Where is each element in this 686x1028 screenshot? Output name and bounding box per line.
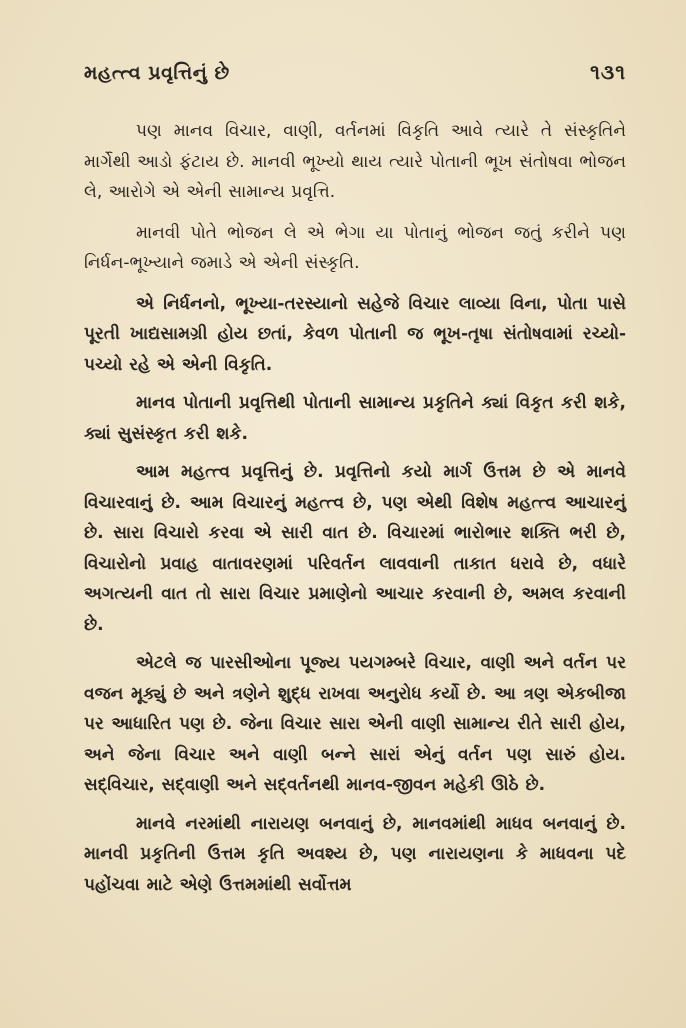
paragraph: માનવ પોતાની પ્રવૃત્તિથી પોતાની સામાન્ય પ્રકૃતિને ક્યાં વિકૃત કરી શકે, ક્યાં સુસંસ્કૃત કરી શકે. <box>84 393 626 444</box>
paragraph: માનવી પોતે ભોજન લે એ ભેગા યા પોતાનું ભોજન જતું કરીને પણ નિર્ધન-ભૂખ્યાને જમાડે એ એની સંસ્કૃતિ. <box>84 222 626 273</box>
running-title: મહત્ત્વ પ્રવૃત્તિનું છે <box>84 62 230 84</box>
page-number: ૧૩૧ <box>590 60 626 84</box>
paragraph: પણ માનવ વિચાર, વાણી, વર્તનમાં વિકૃતિ આવે ત્યારે તે સંસ્કૃતિને માર્ગેથી આડો ફંટાય છે. માનવી ભૂખ્યો થાય ત્યારે પોતાની ભૂખ સંતોષવા ભોજન લે, આરોગે એ એની સામાન્ય પ્રવૃત્તિ. <box>84 121 626 202</box>
body-text <box>84 116 626 900</box>
running-header <box>84 60 626 92</box>
paragraph: આમ મહત્ત્વ પ્રવૃત્તિનું છે. પ્રવૃત્તિનો કયો માર્ગ ઉત્તમ છે એ માનવે વિચારવાનું છે. આમ વિચારનું મહત્ત્વ છે, પણ એથી વિશેષ મહત્ત્વ આચારનું છે. સારા વિચારો કરવા એ સારી વાત છે. વિચારમાં ભારોભાર શક્તિ ભરી છે, વિચારોનો પ્રવાહ વાતાવરણમાં પરિવર્તન લાવવાની તાકાત ધરાવે છે, વધારે અગત્યની વાત તો સારા વિચાર પ્રમાણેનો આચાર કરવાની છે, અમલ કરવાની છે. <box>84 462 626 635</box>
paragraph: માનવે નરમાંથી નારાયણ બનવાનું છે, માનવમાંથી માધવ બનવાનું છે. માનવી પ્રકૃતિની ઉત્તમ કૃતિ અવશ્ય છે, પણ નારાયણના કે માધવના પદે પહોંચવા માટે એણે ઉત્તમમાંથી સર્વોત્તમ <box>84 813 626 895</box>
paragraph: એ નિર્ધનનો, ભૂખ્યા-તરસ્યાનો સહેજે વિચાર લાવ્યા વિના, પોતા પાસે પૂરતી ખાદ્યસામગ્રી હોય છતાં, કેવળ પોતાની જ ભૂખ-તૃષા સંતોષવામાં રચ્યો-પચ્યો રહે એ એની વિકૃતિ. <box>84 293 626 375</box>
paragraph: એટલે જ પારસીઓના પૂજ્ય પયગમ્બરે વિચાર, વાણી અને વર્તન પર વજન મૂક્યું છે અને ત્રણેને શુદ્ધ રાખવા અનુરોધ કર્યો છે. આ ત્રણ એકબીજા પર આધારિત પણ છે. જેના વિચાર સારા એની વાણી સામાન્ય રીતે સારી હોય, અને જેના વિચાર અને વાણી બન્ને સારાં એનું વર્તન પણ સારું હોય. સદ્‌વિચાર, સદ્‌વાણી અને સદ્‌વર્તનથી માનવ-જીવન મહેકી ઊઠે છે. <box>84 653 626 795</box>
